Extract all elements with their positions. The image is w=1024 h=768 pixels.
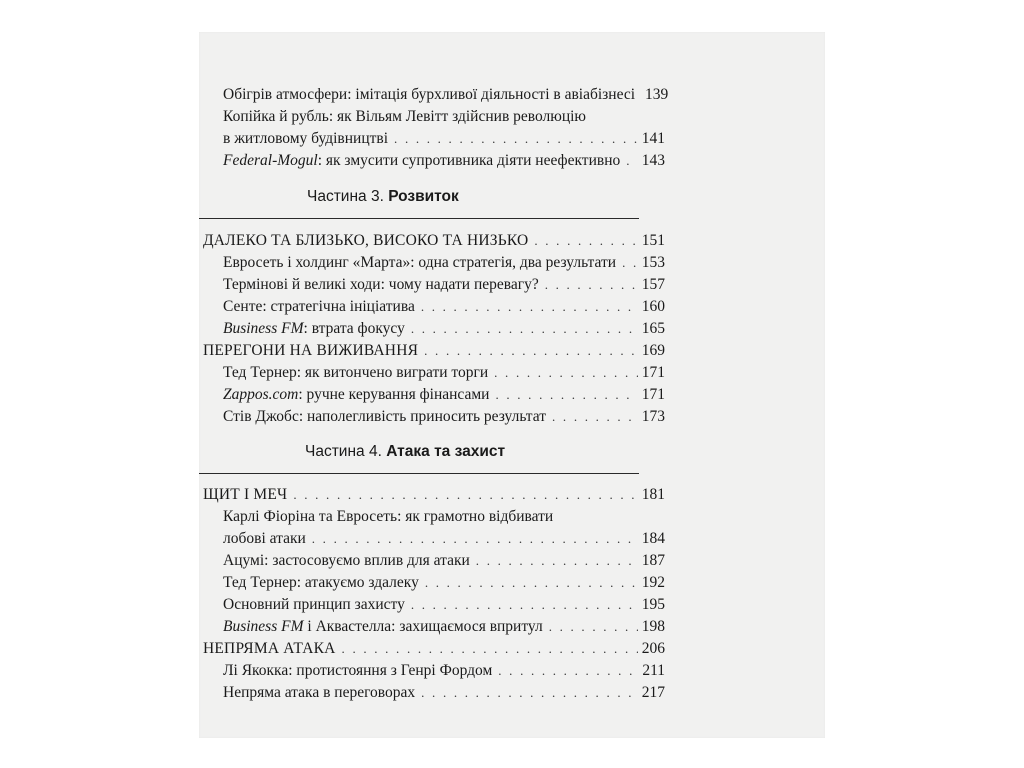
toc-entry: [223, 252, 665, 274]
leader-dots: [545, 274, 638, 296]
toc-entry: [223, 550, 665, 572]
toc-entry-label: [223, 384, 489, 406]
part-heading-title: Розвиток: [388, 188, 459, 205]
toc-entry-label-rest: : втрата фокусу: [303, 320, 405, 337]
toc-entry-page: 171: [641, 364, 665, 381]
toc-entry-label: Обігрів атмосфери: імітація бурхливої діяльності в авіабізнесі: [223, 86, 636, 103]
toc-entry: [223, 318, 665, 340]
leader-dots: [626, 150, 638, 172]
toc-entry: [203, 340, 665, 362]
toc-entry-page: 141: [641, 130, 665, 147]
toc-entry: [203, 484, 665, 506]
toc-entry: [223, 406, 665, 428]
toc-entry-page: 187: [641, 552, 665, 569]
leader-dots: [421, 682, 638, 704]
toc-entry-page: 198: [641, 618, 665, 635]
toc-entry-label: ЩИТ І МЕЧ: [203, 486, 288, 503]
section-divider: [199, 473, 639, 474]
toc-entry-label: Евросеть і холдинг «Марта»: одна стратегія, два результати: [223, 254, 617, 271]
toc-entry-label-italic: Business FM: [223, 320, 304, 337]
toc-entry: [223, 384, 665, 406]
toc-entry-label: Непряма атака в переговорах: [223, 684, 416, 701]
toc-entry-page: 192: [641, 574, 665, 591]
toc-entry: [203, 638, 665, 660]
leader-dots: [622, 252, 638, 274]
toc-entry-label-line1: Копійка й рубль: як Вільям Левітт здійснив революцію: [223, 108, 587, 125]
toc-entry: [223, 616, 665, 638]
toc-entry-page: 171: [641, 386, 665, 403]
leader-dots: [495, 384, 637, 406]
leader-dots: [421, 296, 638, 318]
toc-entry-label: ПЕРЕГОНИ НА ВИЖИВАННЯ: [203, 342, 419, 359]
leader-dots: [293, 484, 637, 506]
part-heading-prefix: Частина 3.: [307, 188, 389, 205]
toc-entry-label: Основний принцип захисту: [223, 596, 405, 613]
toc-entry-label: Лі Якокка: протистояння з Генрі Фордом: [223, 662, 493, 679]
leader-dots: [424, 340, 638, 362]
book-page: [199, 32, 825, 738]
toc-entry-label-line1: Карлі Фіоріна та Евросеть: як грамотно відбивати: [223, 508, 554, 525]
leader-dots: [394, 128, 638, 150]
toc-entry-label-italic: Federal-Mogul: [223, 152, 318, 169]
toc-entry-label-rest: і Аквастелла: захищаємося впритул: [303, 618, 543, 635]
toc-entry: [223, 106, 665, 150]
toc-entry: [223, 84, 669, 106]
leader-dots: [411, 594, 638, 616]
toc-entry-page: 165: [641, 320, 665, 337]
toc-entry: [223, 296, 665, 318]
toc-entry: [223, 572, 665, 594]
leader-dots: [494, 362, 638, 384]
toc-entry-label-rest: : як змусити супротивника діяти неефективно: [317, 152, 621, 169]
toc-entry: [223, 682, 665, 704]
toc-entry-page: 181: [641, 486, 665, 503]
toc-entry-label: Стів Джобс: наполегливість приносить результат: [223, 408, 547, 425]
leader-dots: [476, 550, 638, 572]
toc-entry-page: 184: [641, 530, 665, 547]
section-divider: [199, 218, 639, 219]
leader-dots: [342, 638, 638, 660]
toc-entry-label: ДАЛЕКО ТА БЛИЗЬКО, ВИСОКО ТА НИЗЬКО: [203, 232, 529, 249]
leader-dots: [498, 660, 638, 682]
toc-entry-label: Сенте: стратегічна ініціатива: [223, 298, 415, 315]
toc-entry: [223, 274, 665, 296]
part-heading-prefix: Частина 4.: [305, 443, 387, 460]
toc-entry: [223, 594, 665, 616]
toc-entry-label: [223, 318, 405, 340]
toc-entry: [223, 506, 665, 550]
toc-entry-page: 139: [645, 86, 669, 103]
toc-entry-label: Тед Тернер: як витончено виграти торги: [223, 364, 489, 381]
part-heading-title: Атака та захист: [386, 443, 506, 460]
part-heading-3: [307, 186, 459, 208]
leader-dots: [411, 318, 638, 340]
toc-entry-page: 160: [641, 298, 665, 315]
toc-entry-page: 143: [641, 152, 665, 169]
toc-entry: [223, 362, 665, 384]
toc-entry-label-italic: Zappos.com: [223, 386, 299, 403]
toc-entry-label-rest: : ручне керування фінансами: [298, 386, 490, 403]
toc-entry-label: Термінові й великі ходи: чому надати перевагу?: [223, 276, 539, 293]
toc-entry-label: [223, 616, 543, 638]
toc-entry-page: 153: [641, 254, 665, 271]
leader-dots: [534, 230, 637, 252]
toc-entry: [203, 230, 665, 252]
toc-entry-page: 151: [641, 232, 665, 249]
toc-entry-label-italic: Business FM: [223, 618, 304, 635]
toc-entry: [223, 660, 665, 682]
toc-entry-label-line2: лобові атаки: [223, 530, 306, 547]
leader-dots: [312, 528, 638, 550]
toc-entry-page: 169: [641, 342, 665, 359]
toc-entry-page: 157: [641, 276, 665, 293]
toc-entry-page: 206: [641, 640, 665, 657]
toc-entry: [223, 150, 665, 172]
toc-entry-label: Ацумі: застосовуємо вплив для атаки: [223, 552, 470, 569]
toc-entry-label: Тед Тернер: атакуємо здалеку: [223, 574, 419, 591]
toc-entry-page: 173: [641, 408, 665, 425]
leader-dots: [425, 572, 638, 594]
toc-entry-label: НЕПРЯМА АТАКА: [203, 640, 336, 657]
toc-entry-label-line2: в житловому будівництві: [223, 130, 389, 147]
leader-dots: [549, 616, 638, 638]
table-of-contents: [199, 32, 825, 738]
toc-entry-page: 195: [641, 596, 665, 613]
part-heading-4: [305, 441, 505, 463]
toc-entry-page: 217: [641, 684, 665, 701]
leader-dots: [552, 406, 638, 428]
toc-entry-page: 211: [642, 662, 665, 679]
toc-entry-label: [223, 150, 620, 172]
